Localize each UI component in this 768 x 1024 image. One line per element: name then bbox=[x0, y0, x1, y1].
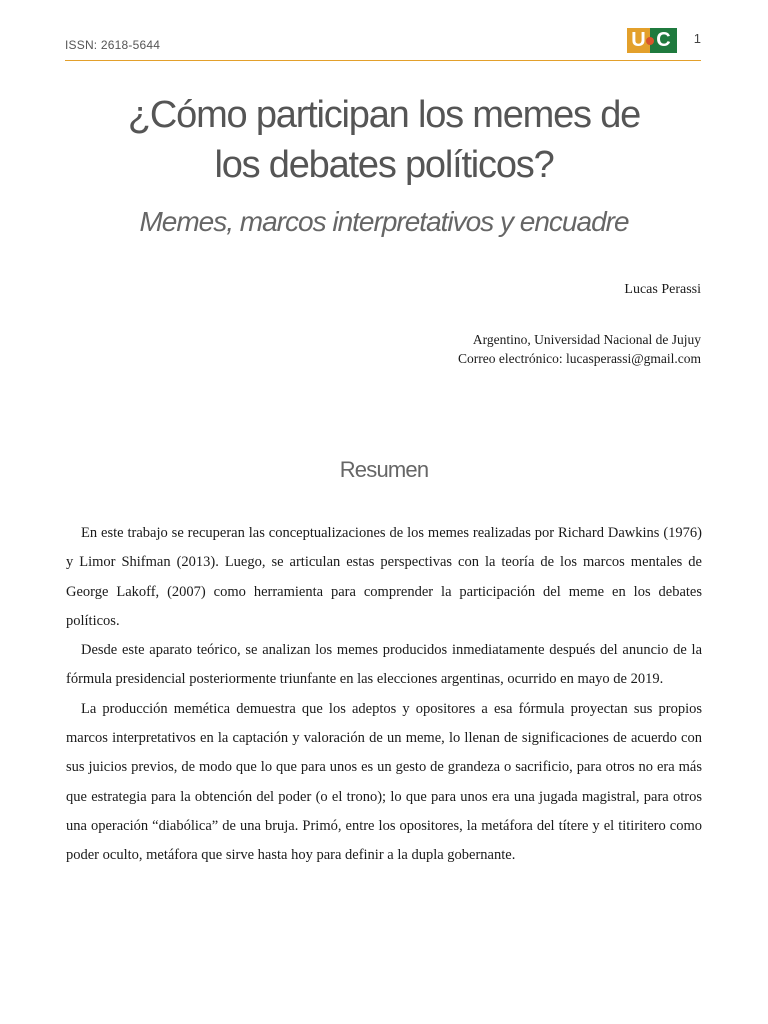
issn-label: ISSN: 2618-5644 bbox=[65, 38, 161, 52]
paper-subtitle: Memes, marcos interpretativos y encuadre bbox=[139, 206, 629, 237]
page-header bbox=[65, 26, 701, 61]
logo-dot-icon bbox=[646, 37, 654, 45]
abstract-paragraph-3: La producción memética demuestra que los adeptos y opositores a esa fórmula proyectan sus propios marcos interpretativos en la captación y valoración de un meme, lo llenan de significaciones de acuerdo con sus juicios previos, de modo que lo que para unos es un gesto de grandeza o sacrificio, para otros no era más que estrategia para la obtención del poder (o el trono); lo que para unos era una jugada magistral, para otros una operación “diabólica” de una bruja. Primó, entre los opositores, la metáfora del títere y el titiritero como poder oculto, metáfora que sirve hasta hoy para definir a la dupla gobernante. bbox=[66, 700, 702, 864]
abstract-paragraph-1: En este trabajo se recuperan las conceptualizaciones de los memes realizadas por Richard Dawkins (1976) y Limor Shifman (2013). Luego, se articulan estas perspectivas con la teoría de los marcos mentales de George Lakoff, (2007) como herramienta para comprender la participación del meme en los debates políticos. bbox=[66, 525, 702, 629]
abstract-heading: Resumen bbox=[339, 457, 429, 482]
title-line-1: ¿Cómo participan los memes de bbox=[127, 94, 641, 136]
page-number: 1 bbox=[693, 31, 701, 46]
logo-letter-c: C bbox=[650, 28, 677, 53]
abstract-body bbox=[66, 519, 702, 871]
title-line-2: los debates políticos? bbox=[214, 144, 554, 186]
logo-letter-u: U bbox=[627, 28, 650, 53]
paper-title bbox=[60, 90, 708, 190]
author-name: Lucas Perassi bbox=[624, 282, 701, 297]
author-affiliation-block bbox=[458, 330, 701, 368]
author-affiliation: Argentino, Universidad Nacional de Jujuy bbox=[472, 332, 701, 347]
abstract-paragraph-2: Desde este aparato teórico, se analizan los memes producidos inmediatamente después del anuncio de la fórmula presidencial posteriormente triunfante en las elecciones argentinas, ocurrido en mayo de 2019. bbox=[66, 642, 702, 688]
author-email: Correo electrónico: lucasperassi@gmail.com bbox=[458, 351, 701, 366]
journal-logo bbox=[627, 28, 677, 53]
